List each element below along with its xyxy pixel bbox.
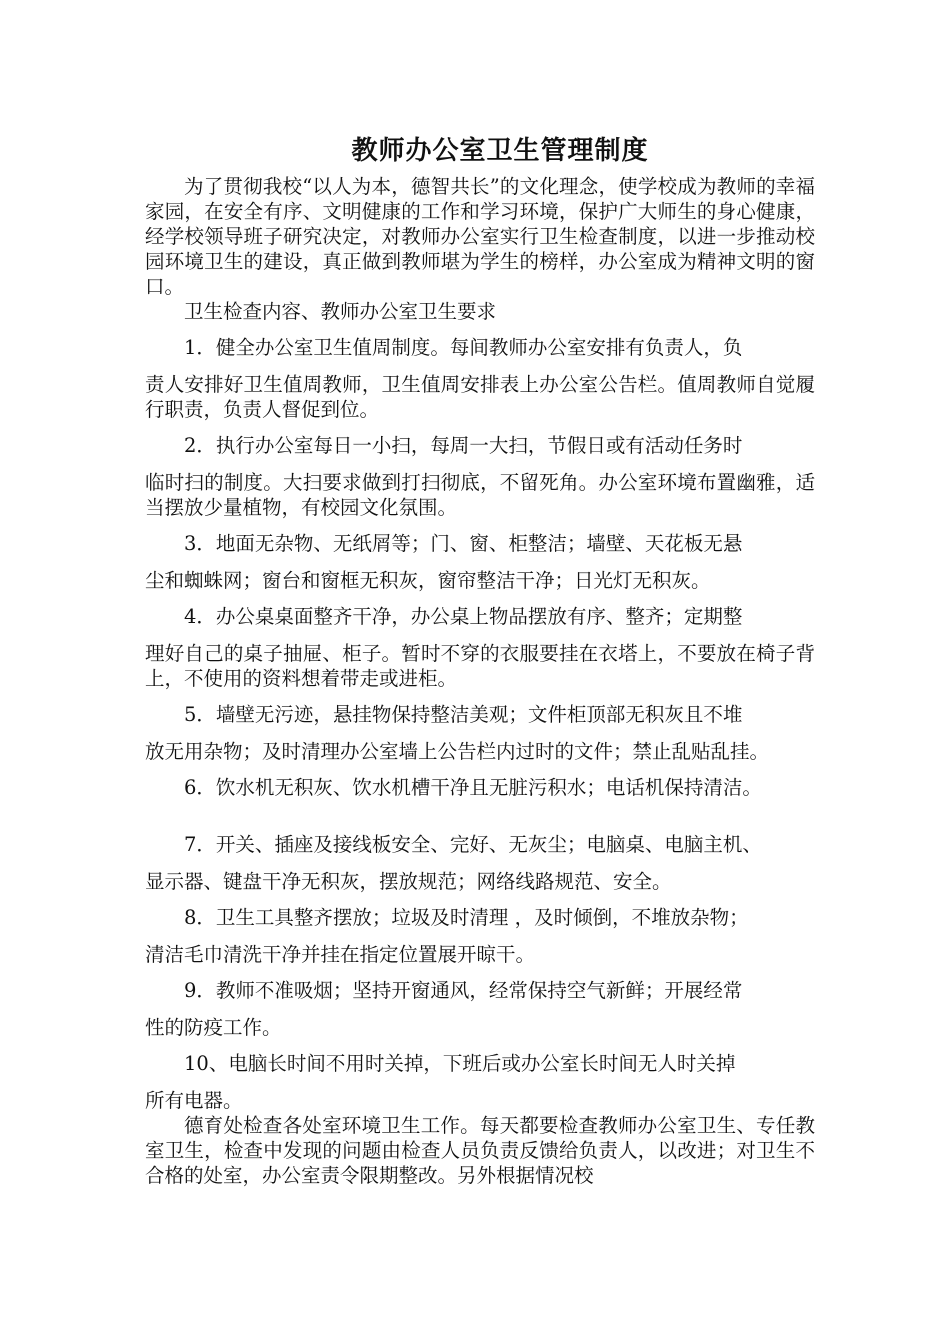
list-item <box>145 324 815 422</box>
item-7-first-line: 7．开关、插座及接线板安全、完好、无灰尘；电脑桌、电脑主机、 <box>184 833 762 856</box>
item-1-continuation: 责人安排好卫生值周教师，卫生值周安排表上办公室公告栏。值周教师自觉履行职责，负责人督促到位。 <box>145 373 815 421</box>
document-page <box>145 128 815 1188</box>
item-2-first-line: 2．执行办公室每日一小扫，每周一大扫，节假日或有活动任务时 <box>184 434 743 457</box>
requirements-list <box>145 324 815 1113</box>
item-10-first-line: 10、电脑长时间不用时关掉，下班后或办公室长时间无人时关掉 <box>184 1052 736 1075</box>
item-5-continuation: 放无用杂物；及时清理办公室墙上公告栏内过时的文件；禁止乱贴乱挂。 <box>145 740 770 763</box>
document-title: 教师办公室卫生管理制度 <box>351 136 649 166</box>
list-item <box>145 520 815 593</box>
item-1-first-line: 1．健全办公室卫生值周制度。每间教师办公室安排有负责人，负 <box>184 336 743 359</box>
closing-paragraph: 德育处检查各处室环境卫生工作。每天都要检查教师办公室卫生、专任教室卫生，检查中发现的问题由检查人员负责反馈给负责人，以改进；对卫生不合格的处室，办公室责令限期整改。另外根据情况校 <box>145 1114 815 1187</box>
list-item <box>145 422 815 520</box>
list-item <box>145 691 815 764</box>
item-3-first-line: 3．地面无杂物、无纸屑等；门、窗、柜整洁；墙壁、天花板无悬 <box>184 532 743 555</box>
item-2-continuation: 临时扫的制度。大扫要求做到打扫彻底，不留死角。办公室环境布置幽雅，适当摆放少量植物，有校园文化氛围。 <box>145 471 815 519</box>
item-7-continuation: 显示器、键盘干净无积灰，摆放规范；网络线路规范、安全。 <box>145 870 672 893</box>
list-item <box>145 821 815 894</box>
section-heading: 卫生检查内容、教师办公室卫生要求 <box>184 300 497 323</box>
item-4-continuation: 理好自己的桌子抽屉、柜子。暂时不穿的衣服要挂在衣塔上，不要放在椅子背上，不使用的资料想着带走或进柜。 <box>145 642 815 690</box>
list-item <box>145 764 815 821</box>
item-9-continuation: 性的防疫工作。 <box>145 1016 282 1039</box>
item-9-first-line: 9．教师不准吸烟；坚持开窗通风，经常保持空气新鲜；开展经常 <box>184 979 743 1002</box>
list-item <box>145 593 815 691</box>
intro-paragraph: 为了贯彻我校“以人为本，德智共长”的文化理念，使学校成为教师的幸福家园，在安全有序、文明健康的工作和学习环境，保护广大师生的身心健康，经学校领导班子研究决定，对教师办公室实行卫生检查制度，以进一步推动校园环境卫生的建设，真正做到教师堪为学生的榜样，办公室成为精神文明的窗口。 <box>145 175 815 298</box>
list-item <box>145 894 815 967</box>
item-3-continuation: 尘和蜘蛛网；窗台和窗框无积灰，窗帘整洁干净；日光灯无积灰。 <box>145 569 711 592</box>
item-8-first-line: 8．卫生工具整齐摆放；垃圾及时清理 ，及时倾倒，不堆放杂物； <box>184 906 749 929</box>
list-item <box>145 1040 815 1113</box>
item-4-first-line: 4．办公桌桌面整齐干净，办公桌上物品摆放有序、整齐；定期整 <box>184 605 743 628</box>
item-10-continuation: 所有电器。 <box>145 1089 243 1112</box>
item-8-continuation: 清洁毛巾清洗干净并挂在指定位置展开晾干。 <box>145 943 536 966</box>
item-5-first-line: 5．墙壁无污迹，悬挂物保持整洁美观；文件柜顶部无积灰且不堆 <box>184 703 743 726</box>
list-item <box>145 967 815 1040</box>
item-6-first-line: 6．饮水机无积灰、饮水机槽干净且无脏污积水；电话机保持清洁。 <box>184 776 762 799</box>
